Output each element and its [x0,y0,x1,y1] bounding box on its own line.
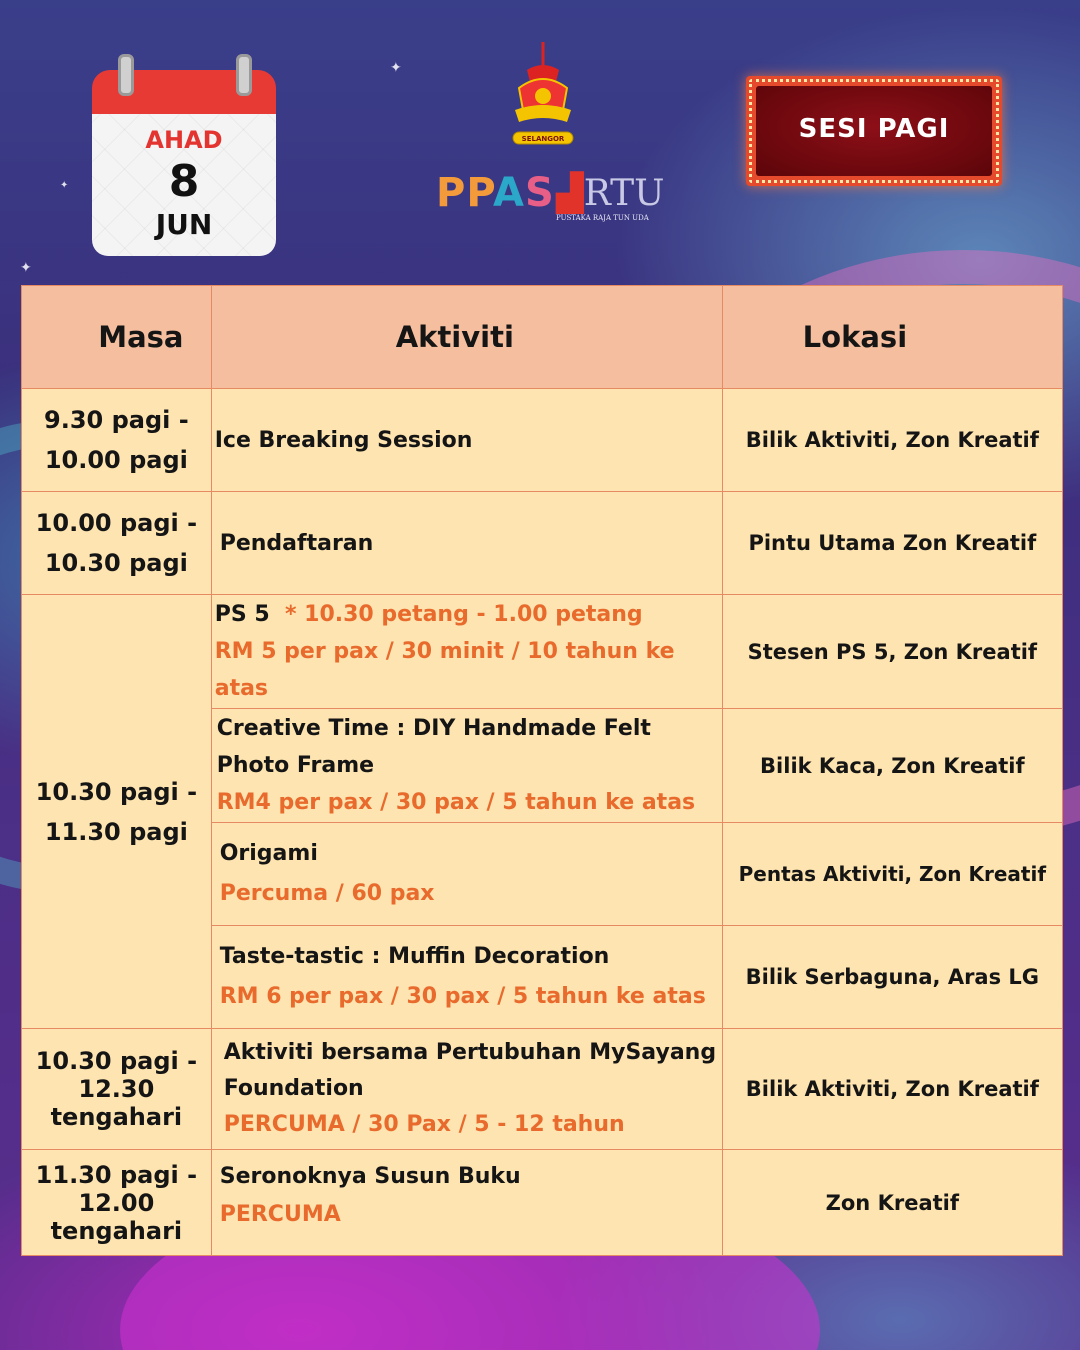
crest-text: SELANGOR [521,135,565,143]
activity-detail: RM4 per pax / 30 pax / 5 tahun ke atas [216,790,696,815]
location-cell: Pentas Aktiviti, Zon Kreatif [722,823,1062,926]
time-line: 10.30 pagi - [35,1047,198,1075]
table-header-row [22,286,1063,389]
activity-cell [211,823,722,926]
activity-title: Photo Frame [216,753,375,778]
activity-cell [211,1150,722,1256]
table-row [22,1150,1063,1256]
location-cell: Bilik Kaca, Zon Kreatif [722,709,1062,823]
ptu-logo-mark [556,172,665,214]
ptu-logo-subtitle: PUSTAKA RAJA TUN UDA [556,214,649,222]
activity-title: Ice Breaking Session [214,427,473,453]
activity-detail: RM 5 per pax / 30 minit / 10 tahun ke atas [214,639,675,701]
activity-cell [211,595,722,709]
activity-detail: RM 6 per pax / 30 pax / 5 tahun ke atas [219,984,706,1009]
header-activity: Aktiviti [211,286,722,389]
session-sign [746,76,1002,186]
table-row [22,595,1063,709]
selangor-crest-logo [505,40,581,152]
activity-cell [211,1029,722,1150]
activity-title: Foundation [223,1076,364,1101]
location-cell: Bilik Aktiviti, Zon Kreatif [722,1029,1062,1150]
table-row [22,389,1063,492]
time-line: 10.00 pagi [44,446,188,474]
location-cell: Pintu Utama Zon Kreatif [722,492,1062,595]
activity-detail: Percuma / 60 pax [219,881,435,906]
activity-cell [211,492,722,595]
time-cell [22,595,212,1029]
ppas-logo-pp: PP [436,170,493,216]
activity-title: Taste-tastic : Muffin Decoration [219,944,610,969]
time-cell [22,492,212,595]
header-time: Masa [22,286,212,389]
location-cell: Bilik Aktiviti, Zon Kreatif [722,389,1062,492]
header-location: Lokasi [722,286,1062,389]
activity-cell [211,926,722,1029]
schedule-table [21,285,1063,1256]
calendar-day: AHAD [145,126,223,154]
location-cell: Stesen PS 5, Zon Kreatif [722,595,1062,709]
activity-title: Seronoknya Susun Buku [219,1164,521,1189]
activity-title-line [215,596,721,633]
session-label: SESI PAGI [798,114,950,144]
time-line: tengahari [50,1103,183,1131]
time-line: 10.00 pagi - [35,509,198,537]
activity-title: Origami [219,841,318,866]
calendar-ring-left [118,54,134,96]
activity-detail: PERCUMA [219,1202,341,1227]
ptu-logo-mark-red: ▟ [556,172,584,214]
ppas-logo-s: S [524,170,555,216]
activity-note: * 10.30 petang - 1.00 petang [284,602,643,627]
star-icon: ✦ [390,60,402,76]
location-cell: Bilik Serbaguna, Aras LG [722,926,1062,1029]
ppas-logo [436,170,555,216]
time-cell [22,1150,212,1256]
location-cell: Zon Kreatif [722,1150,1062,1256]
time-line: 11.30 pagi [44,817,188,846]
table-row [22,1029,1063,1150]
calendar-date: 8 [168,156,200,207]
calendar-month: JUN [155,208,213,241]
star-icon: ✦ [20,260,32,276]
activity-title: PS 5 [214,602,270,627]
activity-cell [211,389,722,492]
time-line: 10.30 pagi - [35,777,198,806]
activity-cell [211,709,722,823]
time-line: 9.30 pagi - [44,406,189,434]
ppas-logo-a: A [492,170,525,216]
calendar-ring-right [236,54,252,96]
ptu-logo-mark-text: RTU [583,173,665,214]
time-cell [22,389,212,492]
star-icon: ✦ [60,180,69,191]
time-line: tengahari [50,1216,183,1245]
ptu-logo [556,172,665,224]
activity-detail: PERCUMA / 30 Pax / 5 - 12 tahun [223,1112,625,1137]
time-line: 12.30 [78,1075,155,1103]
activity-title: Pendaftaran [219,530,374,556]
calendar-icon [92,70,276,256]
time-line: 11.30 pagi - [35,1160,198,1189]
activity-title: Aktiviti bersama Pertubuhan MySayang [223,1040,717,1065]
time-cell [22,1029,212,1150]
table-row [22,492,1063,595]
time-line: 10.30 pagi [44,549,188,577]
time-line: 12.00 [78,1188,155,1217]
activity-title: Creative Time : DIY Handmade Felt [216,716,651,741]
